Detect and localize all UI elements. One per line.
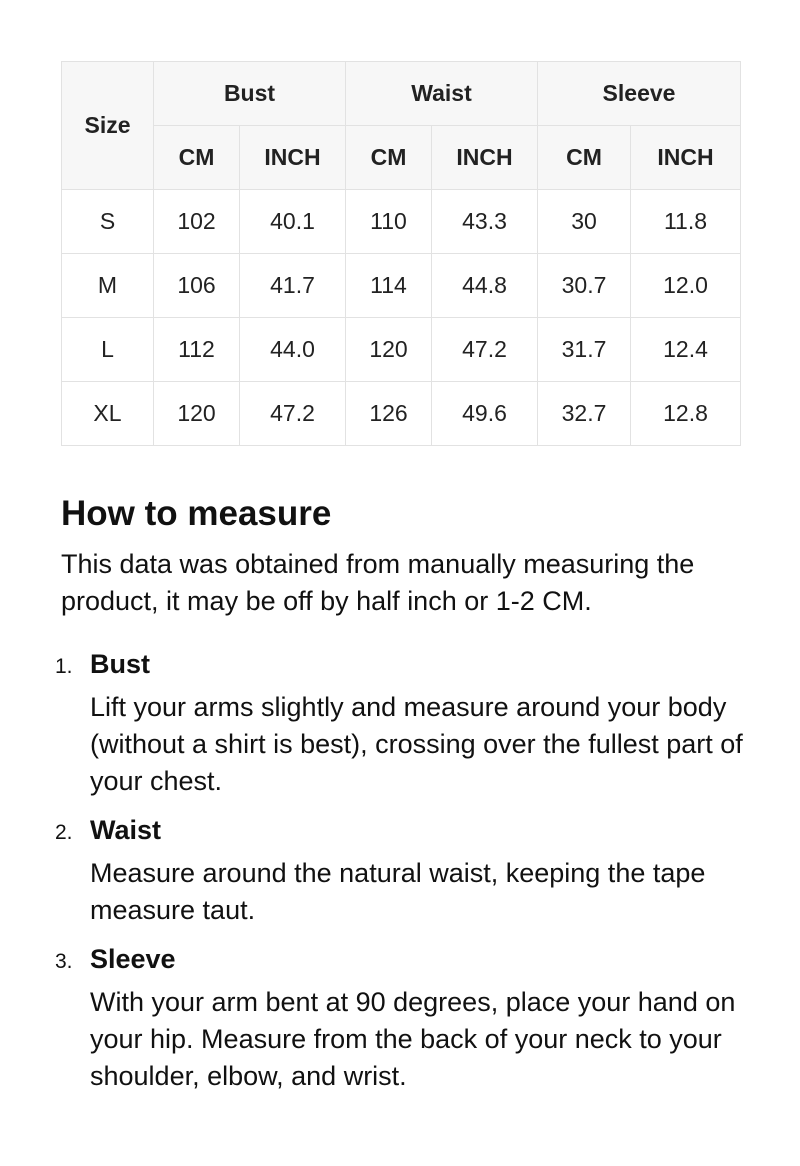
step-description: Lift your arms slightly and measure around your body (without a shirt is best), crossing over the fullest part of your chest. xyxy=(90,692,743,796)
unit-header: INCH xyxy=(432,126,538,190)
table-row xyxy=(62,318,741,382)
table-header-group-row xyxy=(62,62,741,126)
unit-header: CM xyxy=(154,126,240,190)
table-row xyxy=(62,254,741,318)
size-cell: L xyxy=(62,318,154,382)
step-number: 3. xyxy=(55,950,73,973)
step-number: 2. xyxy=(55,821,73,844)
step-description: Measure around the natural waist, keeping the tape measure taut. xyxy=(90,858,706,925)
table-header-unit-row xyxy=(62,126,741,190)
table-row xyxy=(62,190,741,254)
list-item xyxy=(55,810,751,929)
table-cell: 120 xyxy=(346,318,432,382)
table-cell: 44.0 xyxy=(240,318,346,382)
table-cell: 12.0 xyxy=(631,254,741,318)
table-cell: 106 xyxy=(154,254,240,318)
waist-group-header: Waist xyxy=(346,62,538,126)
table-cell: 44.8 xyxy=(432,254,538,318)
unit-header: INCH xyxy=(631,126,741,190)
sleeve-group-header: Sleeve xyxy=(538,62,741,126)
size-chart-table xyxy=(61,61,741,446)
list-item xyxy=(55,939,751,1095)
list-item xyxy=(55,644,751,800)
step-description: With your arm bent at 90 degrees, place your hand on your hip. Measure from the back of your neck to your shoulder, elbow, and wrist. xyxy=(90,987,736,1091)
size-cell: M xyxy=(62,254,154,318)
table-cell: 40.1 xyxy=(240,190,346,254)
size-cell: XL xyxy=(62,382,154,446)
measure-steps-list xyxy=(55,644,751,1095)
table-cell: 30.7 xyxy=(538,254,631,318)
unit-header: INCH xyxy=(240,126,346,190)
table-cell: 49.6 xyxy=(432,382,538,446)
table-cell: 114 xyxy=(346,254,432,318)
table-cell: 120 xyxy=(154,382,240,446)
table-cell: 110 xyxy=(346,190,432,254)
unit-header: CM xyxy=(538,126,631,190)
step-title: Bust xyxy=(90,649,150,679)
table-cell: 11.8 xyxy=(631,190,741,254)
step-title: Sleeve xyxy=(90,944,176,974)
table-cell: 126 xyxy=(346,382,432,446)
size-column-header: Size xyxy=(62,62,154,190)
table-cell: 102 xyxy=(154,190,240,254)
how-to-measure-section xyxy=(55,488,751,1105)
table-cell: 32.7 xyxy=(538,382,631,446)
step-number: 1. xyxy=(55,655,73,678)
bust-group-header: Bust xyxy=(154,62,346,126)
table-cell: 43.3 xyxy=(432,190,538,254)
step-title: Waist xyxy=(90,815,162,845)
table-cell: 30 xyxy=(538,190,631,254)
table-cell: 112 xyxy=(154,318,240,382)
table-cell: 12.8 xyxy=(631,382,741,446)
section-heading: How to measure xyxy=(61,494,332,533)
size-cell: S xyxy=(62,190,154,254)
table-row xyxy=(62,382,741,446)
intro-paragraph: This data was obtained from manually measuring the product, it may be off by half inch or 1-2 CM. xyxy=(61,549,695,616)
table-cell: 12.4 xyxy=(631,318,741,382)
table-cell: 41.7 xyxy=(240,254,346,318)
table-cell: 47.2 xyxy=(432,318,538,382)
table-cell: 47.2 xyxy=(240,382,346,446)
unit-header: CM xyxy=(346,126,432,190)
table-cell: 31.7 xyxy=(538,318,631,382)
